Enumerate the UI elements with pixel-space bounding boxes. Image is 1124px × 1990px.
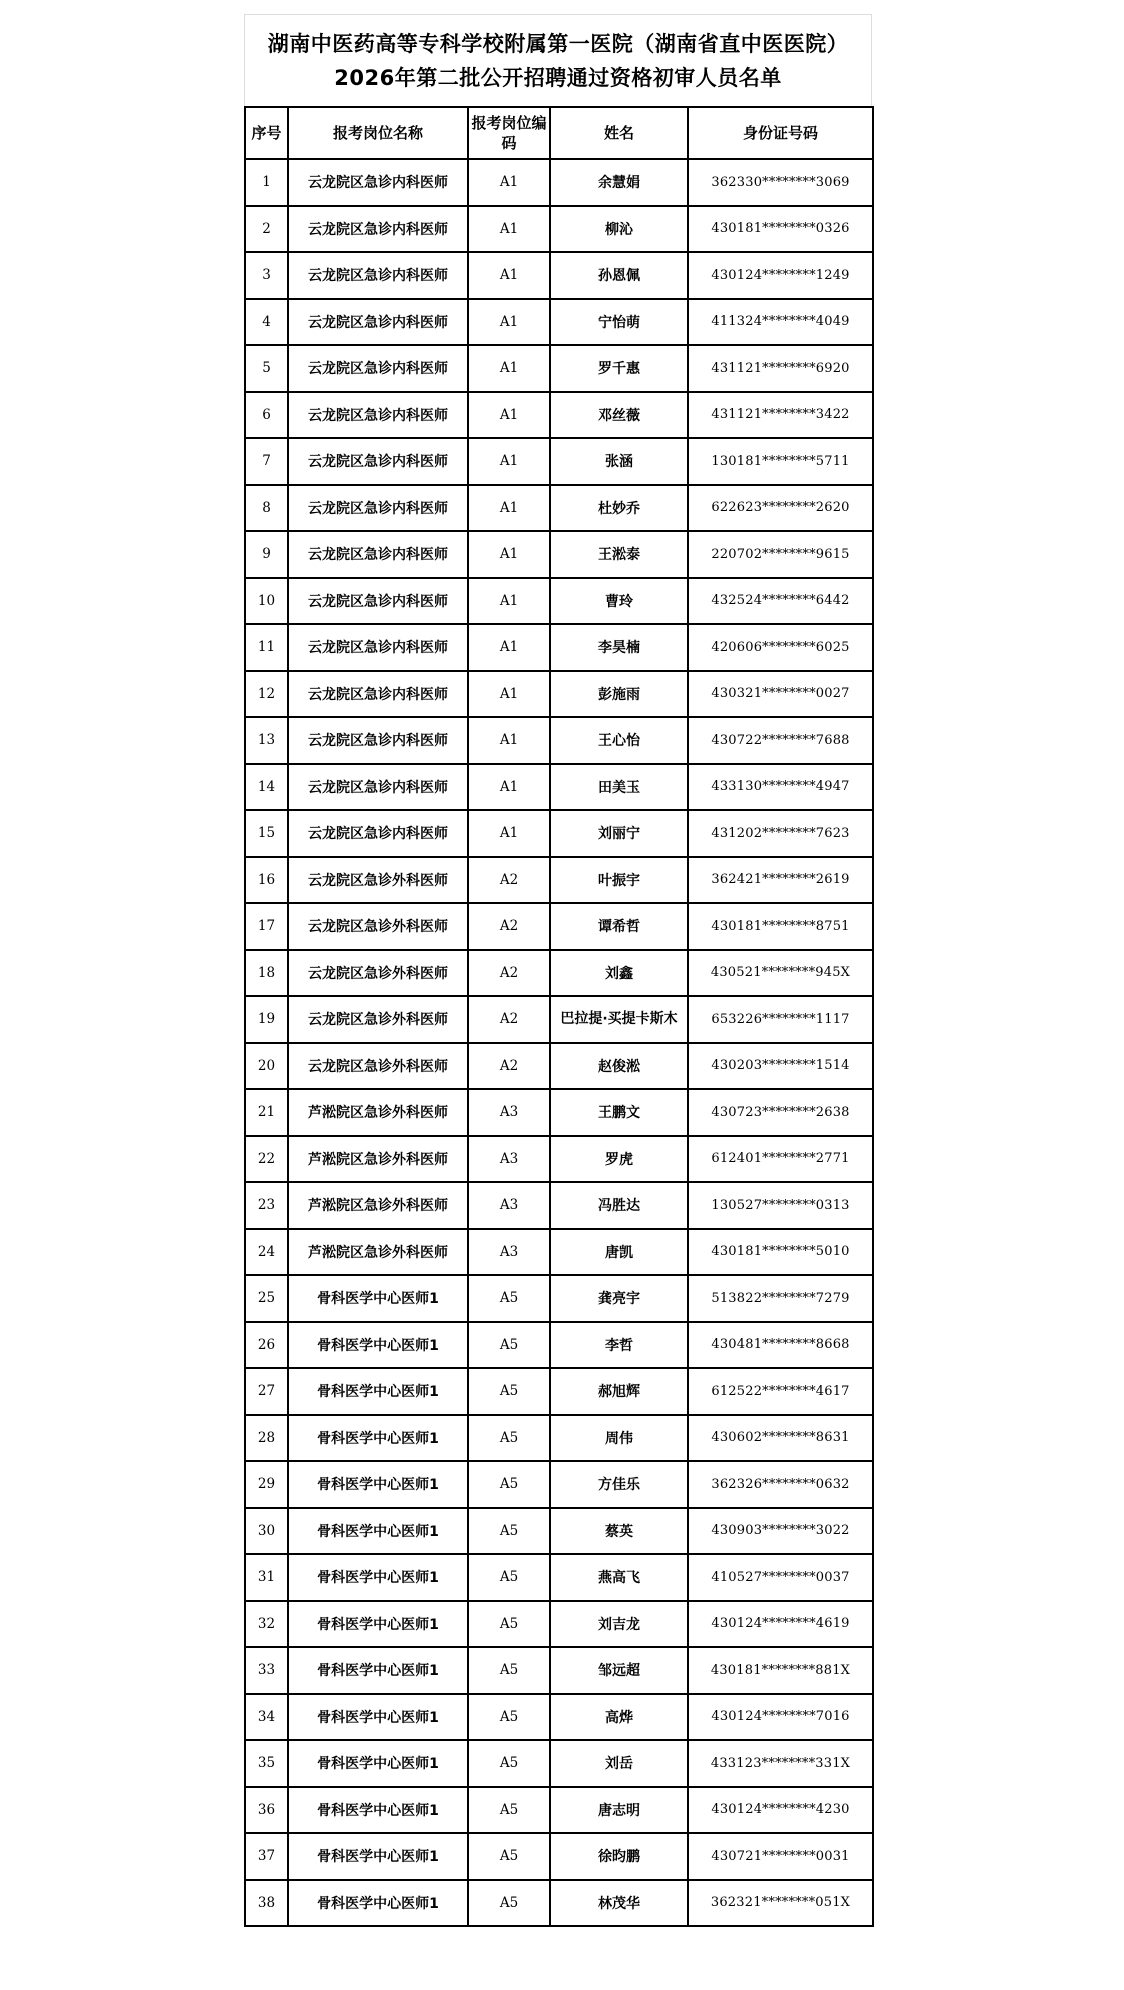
- cell-id-number: 430321********0027: [688, 671, 873, 718]
- cell-post-name: 芦淞院区急诊外科医师: [288, 1182, 468, 1229]
- cell-post-name: 云龙院区急诊内科医师: [288, 299, 468, 346]
- cell-post-code: A5: [468, 1508, 550, 1555]
- cell-seq: 15: [245, 810, 288, 857]
- table-row: [245, 578, 873, 625]
- cell-id-number: 431121********6920: [688, 345, 873, 392]
- cell-post-name: 云龙院区急诊外科医师: [288, 950, 468, 997]
- cell-seq: 37: [245, 1833, 288, 1880]
- cell-post-name: 云龙院区急诊内科医师: [288, 624, 468, 671]
- cell-name: 邓丝薇: [550, 392, 688, 439]
- table-row: [245, 1043, 873, 1090]
- cell-seq: 24: [245, 1229, 288, 1276]
- cell-post-name: 骨科医学中心医师1: [288, 1461, 468, 1508]
- cell-name: 郝旭辉: [550, 1368, 688, 1415]
- cell-post-name: 云龙院区急诊内科医师: [288, 531, 468, 578]
- cell-post-code: A1: [468, 810, 550, 857]
- cell-seq: 35: [245, 1740, 288, 1787]
- document-title: 湖南中医药高等专科学校附属第一医院（湖南省直中医医院）2026年第二批公开招聘通过资格初审人员名单: [267, 31, 849, 90]
- cell-name: 高烨: [550, 1694, 688, 1741]
- cell-seq: 2: [245, 206, 288, 253]
- cell-post-name: 骨科医学中心医师1: [288, 1508, 468, 1555]
- cell-id-number: 220702********9615: [688, 531, 873, 578]
- cell-seq: 33: [245, 1647, 288, 1694]
- cell-seq: 34: [245, 1694, 288, 1741]
- cell-seq: 6: [245, 392, 288, 439]
- cell-name: 龚亮宇: [550, 1275, 688, 1322]
- cell-seq: 12: [245, 671, 288, 718]
- cell-seq: 1: [245, 159, 288, 206]
- cell-post-code: A5: [468, 1647, 550, 1694]
- table-row: [245, 206, 873, 253]
- cell-name: 唐志明: [550, 1787, 688, 1834]
- cell-seq: 16: [245, 857, 288, 904]
- cell-seq: 5: [245, 345, 288, 392]
- cell-id-number: 430124********4230: [688, 1787, 873, 1834]
- cell-post-code: A1: [468, 624, 550, 671]
- cell-id-number: 430203********1514: [688, 1043, 873, 1090]
- table-row: [245, 1368, 873, 1415]
- table-row: [245, 1089, 873, 1136]
- table-row: [245, 1508, 873, 1555]
- cell-seq: 23: [245, 1182, 288, 1229]
- cell-post-name: 云龙院区急诊内科医师: [288, 206, 468, 253]
- cell-id-number: 430124********1249: [688, 252, 873, 299]
- cell-post-code: A1: [468, 764, 550, 811]
- cell-id-number: 411324********4049: [688, 299, 873, 346]
- table-row: [245, 996, 873, 1043]
- table-row: [245, 252, 873, 299]
- table-row: [245, 1740, 873, 1787]
- cell-name: 周伟: [550, 1415, 688, 1462]
- cell-post-name: 骨科医学中心医师1: [288, 1275, 468, 1322]
- cell-id-number: 430181********5010: [688, 1229, 873, 1276]
- table-row: [245, 1322, 873, 1369]
- cell-name: 刘岳: [550, 1740, 688, 1787]
- table-row: [245, 1275, 873, 1322]
- cell-post-name: 云龙院区急诊内科医师: [288, 485, 468, 532]
- header-name: 姓名: [550, 107, 688, 159]
- table-row: [245, 903, 873, 950]
- cell-id-number: 432524********6442: [688, 578, 873, 625]
- header-post-name: 报考岗位名称: [288, 107, 468, 159]
- cell-id-number: 430481********8668: [688, 1322, 873, 1369]
- cell-post-name: 芦淞院区急诊外科医师: [288, 1229, 468, 1276]
- cell-seq: 22: [245, 1136, 288, 1183]
- table-row: [245, 717, 873, 764]
- cell-seq: 30: [245, 1508, 288, 1555]
- table-row: [245, 438, 873, 485]
- cell-seq: 27: [245, 1368, 288, 1415]
- cell-post-name: 云龙院区急诊外科医师: [288, 1043, 468, 1090]
- table-row: [245, 1833, 873, 1880]
- table-row: [245, 1601, 873, 1648]
- cell-name: 李哲: [550, 1322, 688, 1369]
- cell-seq: 8: [245, 485, 288, 532]
- cell-post-code: A3: [468, 1136, 550, 1183]
- header-id-number: 身份证号码: [688, 107, 873, 159]
- cell-name: 燕高飞: [550, 1554, 688, 1601]
- cell-post-code: A3: [468, 1089, 550, 1136]
- cell-name: 林茂华: [550, 1880, 688, 1927]
- table-row: [245, 764, 873, 811]
- cell-id-number: 430521********945X: [688, 950, 873, 997]
- cell-post-code: A1: [468, 345, 550, 392]
- cell-seq: 26: [245, 1322, 288, 1369]
- table-row: [245, 1461, 873, 1508]
- cell-id-number: 653226********1117: [688, 996, 873, 1043]
- cell-post-name: 芦淞院区急诊外科医师: [288, 1089, 468, 1136]
- cell-id-number: 430181********881X: [688, 1647, 873, 1694]
- table-row: [245, 1880, 873, 1927]
- cell-post-name: 骨科医学中心医师1: [288, 1647, 468, 1694]
- cell-post-code: A2: [468, 1043, 550, 1090]
- cell-name: 赵俊淞: [550, 1043, 688, 1090]
- cell-post-code: A5: [468, 1275, 550, 1322]
- cell-name: 罗千惠: [550, 345, 688, 392]
- cell-id-number: 362321********051X: [688, 1880, 873, 1927]
- cell-post-code: A1: [468, 578, 550, 625]
- cell-seq: 7: [245, 438, 288, 485]
- table-row: [245, 1554, 873, 1601]
- cell-post-name: 云龙院区急诊内科医师: [288, 345, 468, 392]
- cell-post-code: A5: [468, 1461, 550, 1508]
- cell-seq: 31: [245, 1554, 288, 1601]
- table-row: [245, 624, 873, 671]
- table-header: [245, 107, 873, 159]
- cell-id-number: 431121********3422: [688, 392, 873, 439]
- cell-post-name: 骨科医学中心医师1: [288, 1554, 468, 1601]
- cell-seq: 4: [245, 299, 288, 346]
- cell-post-name: 云龙院区急诊内科医师: [288, 810, 468, 857]
- cell-name: 刘吉龙: [550, 1601, 688, 1648]
- cell-post-code: A5: [468, 1554, 550, 1601]
- cell-post-code: A5: [468, 1833, 550, 1880]
- table-row: [245, 950, 873, 997]
- cell-post-code: A5: [468, 1322, 550, 1369]
- cell-id-number: 430181********0326: [688, 206, 873, 253]
- table-body: [245, 159, 873, 1926]
- cell-id-number: 430903********3022: [688, 1508, 873, 1555]
- table-row: [245, 857, 873, 904]
- cell-post-code: A1: [468, 531, 550, 578]
- cell-name: 孙恩佩: [550, 252, 688, 299]
- cell-seq: 9: [245, 531, 288, 578]
- cell-id-number: 433123********331X: [688, 1740, 873, 1787]
- cell-name: 余慧娟: [550, 159, 688, 206]
- cell-post-code: A1: [468, 485, 550, 532]
- cell-post-code: A1: [468, 206, 550, 253]
- cell-id-number: 430124********7016: [688, 1694, 873, 1741]
- cell-id-number: 430722********7688: [688, 717, 873, 764]
- cell-name: 田美玉: [550, 764, 688, 811]
- cell-id-number: 430602********8631: [688, 1415, 873, 1462]
- title-box: [244, 14, 872, 106]
- cell-name: 张涵: [550, 438, 688, 485]
- cell-name: 谭希哲: [550, 903, 688, 950]
- cell-name: 李昊楠: [550, 624, 688, 671]
- cell-id-number: 362421********2619: [688, 857, 873, 904]
- cell-id-number: 430181********8751: [688, 903, 873, 950]
- cell-name: 冯胜达: [550, 1182, 688, 1229]
- cell-name: 王淞泰: [550, 531, 688, 578]
- cell-seq: 17: [245, 903, 288, 950]
- cell-post-name: 云龙院区急诊内科医师: [288, 578, 468, 625]
- cell-post-name: 骨科医学中心医师1: [288, 1833, 468, 1880]
- cell-post-name: 骨科医学中心医师1: [288, 1740, 468, 1787]
- cell-post-code: A2: [468, 857, 550, 904]
- table-row: [245, 531, 873, 578]
- cell-id-number: 513822********7279: [688, 1275, 873, 1322]
- cell-seq: 13: [245, 717, 288, 764]
- cell-post-name: 骨科医学中心医师1: [288, 1415, 468, 1462]
- cell-name: 巴拉提·买提卡斯木: [550, 996, 688, 1043]
- table-row: [245, 485, 873, 532]
- table-row: [245, 299, 873, 346]
- cell-seq: 3: [245, 252, 288, 299]
- cell-seq: 32: [245, 1601, 288, 1648]
- cell-post-name: 云龙院区急诊外科医师: [288, 857, 468, 904]
- cell-post-name: 云龙院区急诊内科医师: [288, 438, 468, 485]
- cell-post-code: A1: [468, 299, 550, 346]
- cell-post-name: 云龙院区急诊内科医师: [288, 764, 468, 811]
- cell-name: 王心怡: [550, 717, 688, 764]
- cell-seq: 11: [245, 624, 288, 671]
- cell-post-code: A5: [468, 1694, 550, 1741]
- cell-post-code: A5: [468, 1787, 550, 1834]
- cell-seq: 18: [245, 950, 288, 997]
- cell-name: 唐凯: [550, 1229, 688, 1276]
- cell-post-code: A5: [468, 1880, 550, 1927]
- table-row: [245, 1229, 873, 1276]
- cell-post-code: A1: [468, 438, 550, 485]
- cell-name: 宁怡萌: [550, 299, 688, 346]
- table-row: [245, 671, 873, 718]
- cell-name: 刘丽宁: [550, 810, 688, 857]
- cell-id-number: 622623********2620: [688, 485, 873, 532]
- header-post-code: 报考岗位编码: [468, 107, 550, 159]
- cell-post-name: 骨科医学中心医师1: [288, 1368, 468, 1415]
- cell-id-number: 612401********2771: [688, 1136, 873, 1183]
- table-row: [245, 1136, 873, 1183]
- cell-post-code: A2: [468, 903, 550, 950]
- cell-seq: 14: [245, 764, 288, 811]
- cell-name: 徐昀鹏: [550, 1833, 688, 1880]
- cell-post-code: A1: [468, 252, 550, 299]
- cell-id-number: 130181********5711: [688, 438, 873, 485]
- cell-name: 罗虎: [550, 1136, 688, 1183]
- cell-seq: 36: [245, 1787, 288, 1834]
- cell-name: 蔡英: [550, 1508, 688, 1555]
- cell-id-number: 362330********3069: [688, 159, 873, 206]
- document-sheet: [244, 14, 872, 1927]
- cell-id-number: 612522********4617: [688, 1368, 873, 1415]
- cell-post-name: 云龙院区急诊内科医师: [288, 717, 468, 764]
- cell-id-number: 362326********0632: [688, 1461, 873, 1508]
- cell-post-name: 芦淞院区急诊外科医师: [288, 1136, 468, 1183]
- cell-id-number: 430124********4619: [688, 1601, 873, 1648]
- cell-seq: 19: [245, 996, 288, 1043]
- cell-seq: 29: [245, 1461, 288, 1508]
- cell-name: 邹远超: [550, 1647, 688, 1694]
- cell-post-code: A5: [468, 1415, 550, 1462]
- cell-id-number: 130527********0313: [688, 1182, 873, 1229]
- cell-post-code: A2: [468, 950, 550, 997]
- cell-post-name: 云龙院区急诊内科医师: [288, 252, 468, 299]
- table-row: [245, 1647, 873, 1694]
- cell-name: 曹玲: [550, 578, 688, 625]
- cell-seq: 25: [245, 1275, 288, 1322]
- cell-name: 杜妙乔: [550, 485, 688, 532]
- table-row: [245, 159, 873, 206]
- cell-name: 彭施雨: [550, 671, 688, 718]
- cell-id-number: 410527********0037: [688, 1554, 873, 1601]
- cell-post-name: 云龙院区急诊外科医师: [288, 903, 468, 950]
- cell-post-name: 云龙院区急诊内科医师: [288, 392, 468, 439]
- table-row: [245, 1182, 873, 1229]
- table-row: [245, 1415, 873, 1462]
- cell-post-name: 云龙院区急诊内科医师: [288, 159, 468, 206]
- cell-seq: 28: [245, 1415, 288, 1462]
- cell-id-number: 431202********7623: [688, 810, 873, 857]
- cell-name: 王鹏文: [550, 1089, 688, 1136]
- cell-name: 刘鑫: [550, 950, 688, 997]
- cell-seq: 38: [245, 1880, 288, 1927]
- cell-post-name: 骨科医学中心医师1: [288, 1694, 468, 1741]
- cell-post-code: A3: [468, 1229, 550, 1276]
- cell-name: 方佳乐: [550, 1461, 688, 1508]
- cell-post-name: 骨科医学中心医师1: [288, 1880, 468, 1927]
- cell-id-number: 430721********0031: [688, 1833, 873, 1880]
- table-row: [245, 1694, 873, 1741]
- cell-id-number: 420606********6025: [688, 624, 873, 671]
- cell-name: 柳沁: [550, 206, 688, 253]
- cell-post-code: A1: [468, 671, 550, 718]
- cell-post-name: 骨科医学中心医师1: [288, 1787, 468, 1834]
- cell-post-name: 云龙院区急诊外科医师: [288, 996, 468, 1043]
- cell-post-code: A5: [468, 1601, 550, 1648]
- cell-post-name: 骨科医学中心医师1: [288, 1601, 468, 1648]
- header-row: [245, 107, 873, 159]
- table-row: [245, 1787, 873, 1834]
- cell-post-code: A5: [468, 1368, 550, 1415]
- cell-id-number: 433130********4947: [688, 764, 873, 811]
- cell-post-code: A2: [468, 996, 550, 1043]
- cell-name: 叶振宇: [550, 857, 688, 904]
- cell-post-code: A1: [468, 159, 550, 206]
- table-row: [245, 392, 873, 439]
- cell-seq: 10: [245, 578, 288, 625]
- cell-post-name: 骨科医学中心医师1: [288, 1322, 468, 1369]
- cell-post-code: A1: [468, 717, 550, 764]
- cell-post-code: A1: [468, 392, 550, 439]
- table-row: [245, 810, 873, 857]
- table-row: [245, 345, 873, 392]
- cell-post-code: A3: [468, 1182, 550, 1229]
- cell-seq: 21: [245, 1089, 288, 1136]
- cell-id-number: 430723********2638: [688, 1089, 873, 1136]
- cell-seq: 20: [245, 1043, 288, 1090]
- cell-post-name: 云龙院区急诊内科医师: [288, 671, 468, 718]
- candidate-table: [244, 106, 874, 1927]
- header-seq: 序号: [245, 107, 288, 159]
- cell-post-code: A5: [468, 1740, 550, 1787]
